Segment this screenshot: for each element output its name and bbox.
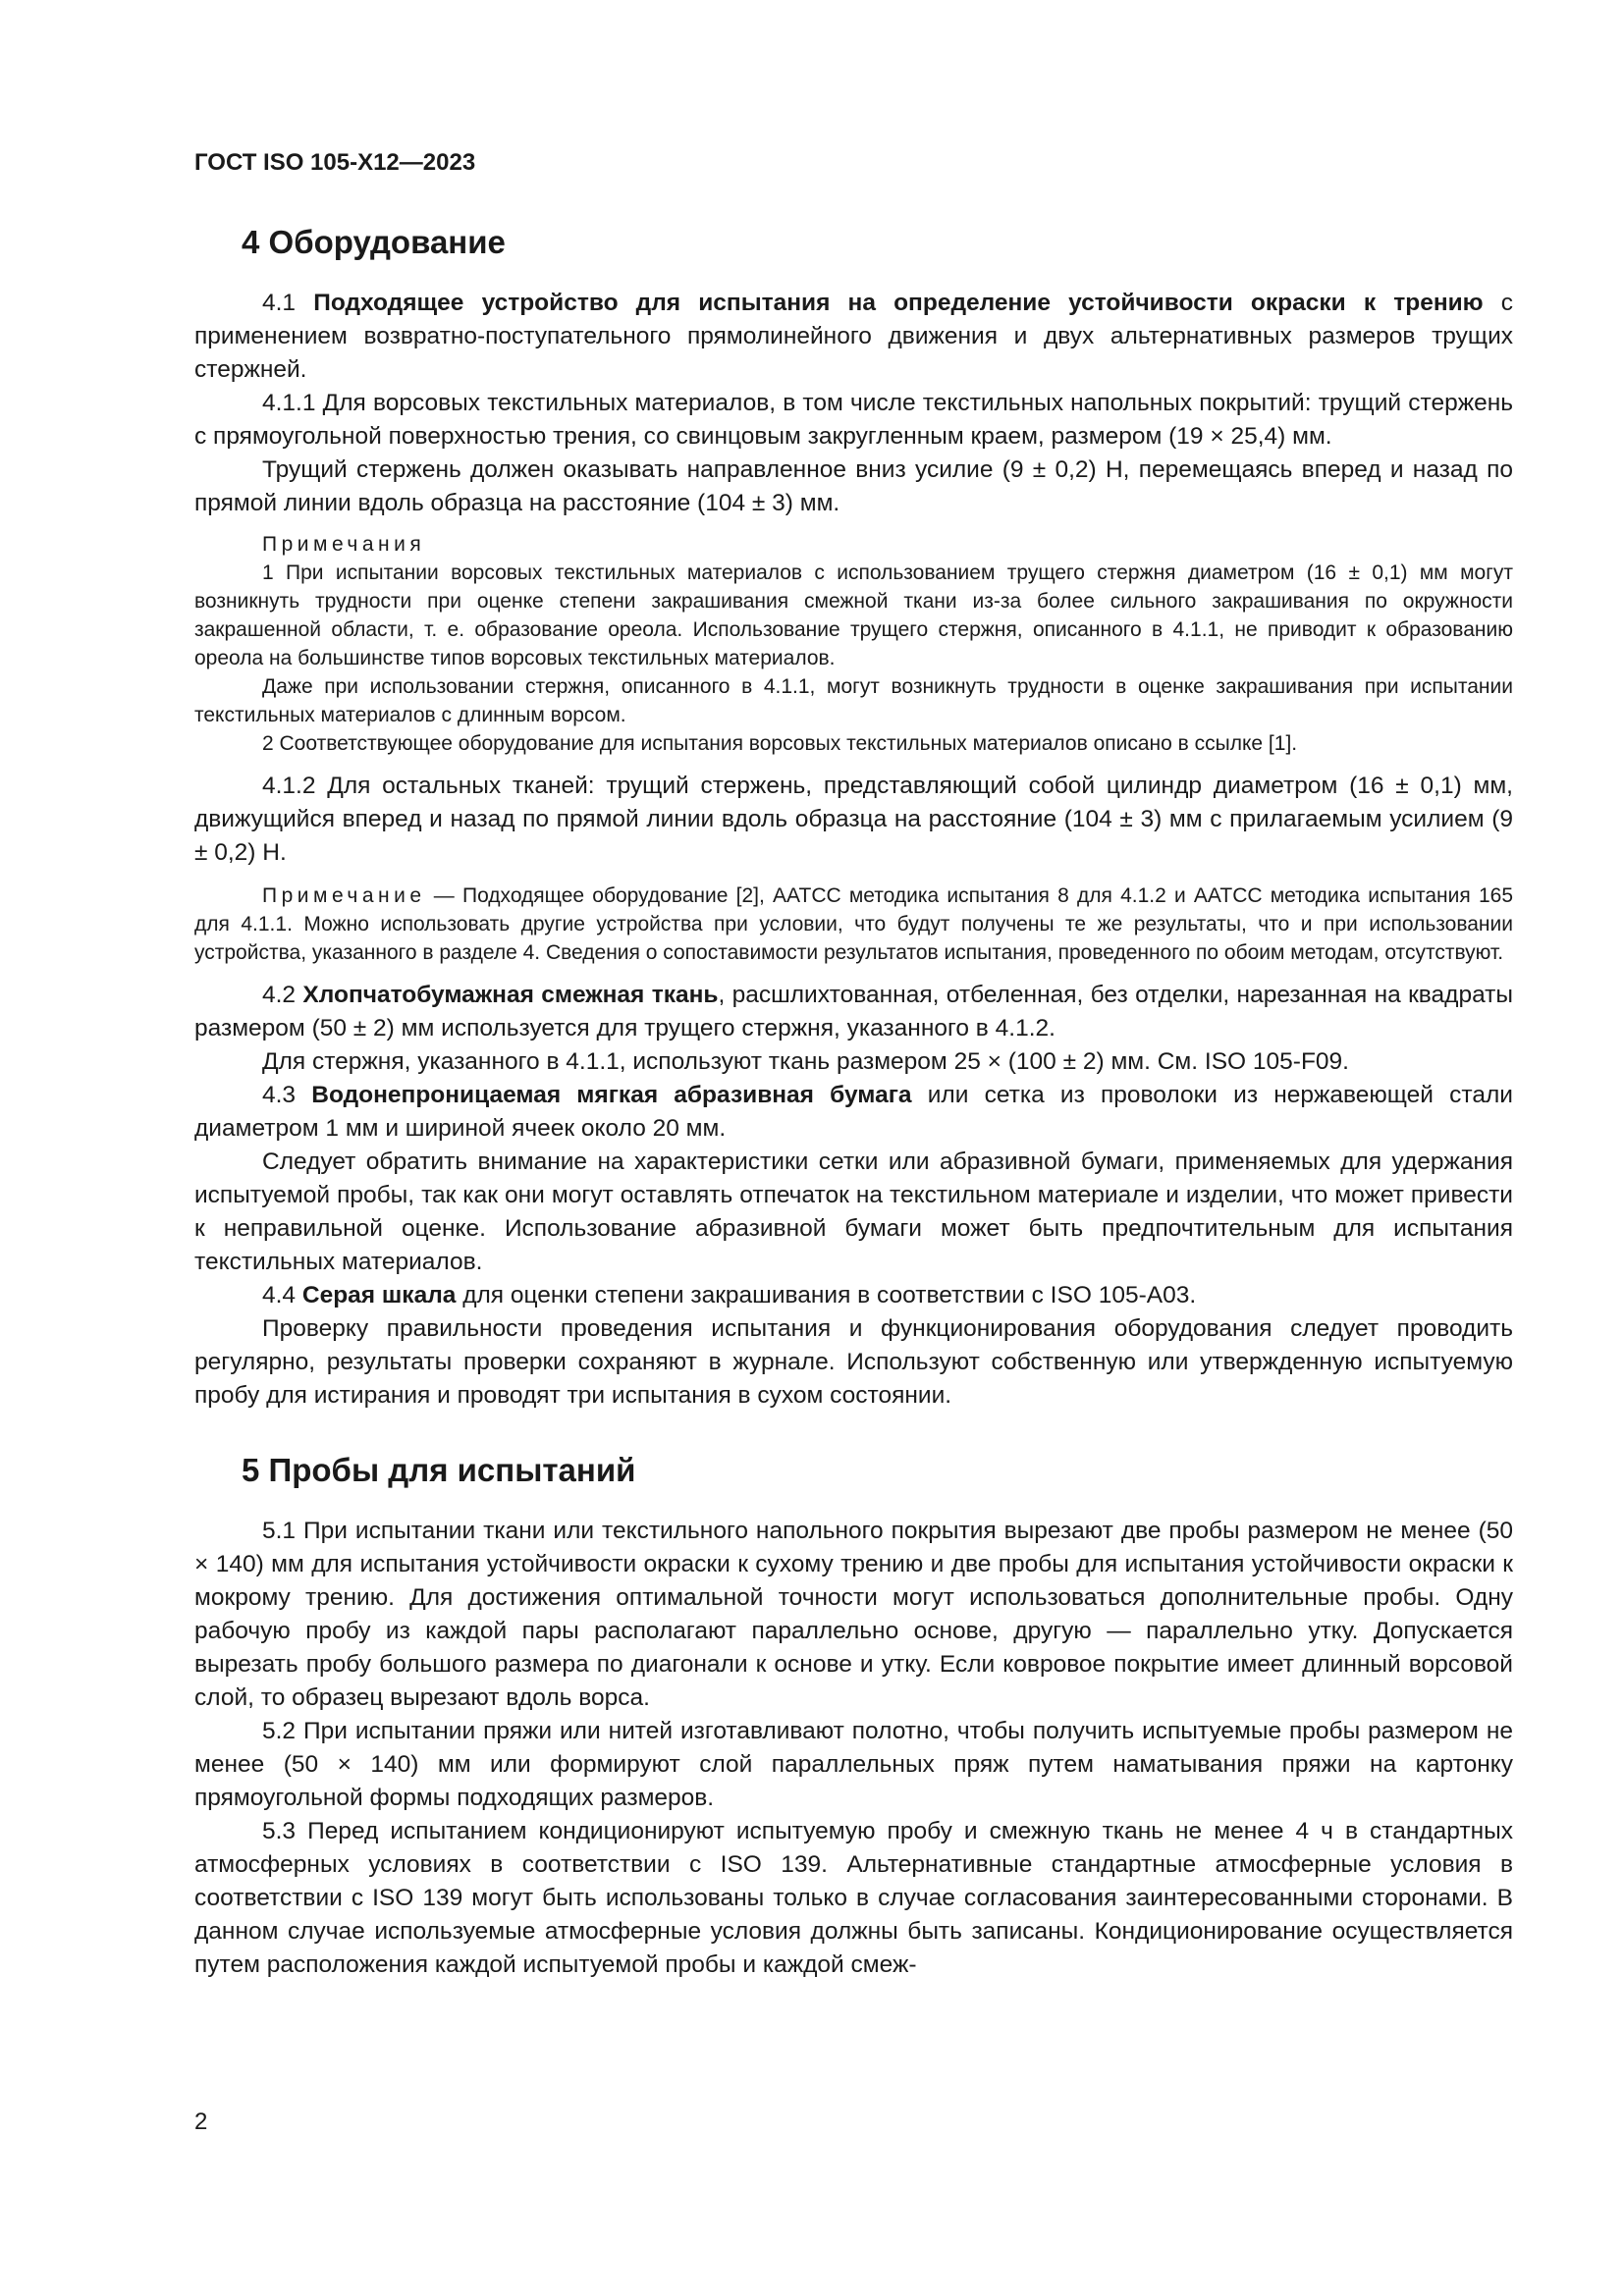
body-paragraph: Следует обратить внимание на характеристики сетки или абразивной бумаги, применяемых для удержания испытуемой пробы, так как они могут оставлять отпечаток на текстильном материале и изделии, что может привести к неправильной оценке. Использование абразивной бумаги может быть предпочтительным для испытания текстильных материалов.	[194, 1148, 1513, 1275]
paragraph-gap	[194, 870, 1513, 881]
body-paragraph: 4.1 Подходящее устройство для испытания на определение устойчивости окраски к трению с применением возвратно-поступательного прямолинейного движения и двух альтернативных размеров трущих стержней.	[194, 290, 1513, 383]
term-bold: Подходящее устройство для испытания на определение устойчивости окраски к трению	[313, 290, 1484, 316]
document-header: ГОСТ ISO 105-X12—2023	[194, 149, 476, 176]
note-label: Примечание	[262, 884, 426, 907]
body-paragraph: 4.2 Хлопчатобумажная смежная ткань, расшлихтованная, отбеленная, без отделки, нарезанная на квадраты размером (50 ± 2) мм используется для трущего стержня, указанного в 4.1.2.	[194, 982, 1513, 1041]
paragraph-gap	[194, 967, 1513, 979]
term-bold: Водонепроницаемая мягкая абразивная бумага	[311, 1082, 912, 1108]
body-paragraph: Трущий стержень должен оказывать направленное вниз усилие (9 ± 0,2) Н, перемещаясь вперед и назад по прямой линии вдоль образца на расстояние (104 ± 3) мм.	[194, 456, 1513, 516]
body-paragraph: Проверку правильности проведения испытания и функционирования оборудования следует проводить регулярно, результаты проверки сохраняют в журнале. Используют собственную или утвержденную испытуемую пробу для истирания и проводят три испытания в сухом состоянии.	[194, 1315, 1513, 1409]
page-number: 2	[194, 2109, 208, 2135]
term-bold: Серая шкала	[301, 1282, 457, 1308]
paragraph-gap	[194, 758, 1513, 770]
body-paragraph: 5.1 При испытании ткани или текстильного напольного покрытия вырезают две пробы размером не менее (50 × 140) мм для испытания устойчивости окраски к сухому трению и две пробы для испытания устойчивости окраски к мокрому трению. Для достижения оптимальной точности могут использоваться дополнительные пробы. Одну рабочую пробу из каждой пары располагают параллельно основе, другую — параллельно утку. Допускается вырезать пробу большого размера по диагонали к основе и утку. Если ковровое покрытие имеет длинный ворсовой слой, то образец вырезают вдоль ворса.	[194, 1518, 1513, 1711]
note-heading: Примечания	[262, 533, 426, 556]
note-paragraph: 1 При испытании ворсовых текстильных материалов с использованием трущего стержня диаметром (16 ± 0,1) мм могут возникнуть трудности при оценке степени закрашивания смежной ткани из-за более сильного закрашивания по окружности закрашенной области, т. е. образование ореола. Использование трущего стержня, описанного в 4.1.1, не приводит к образованию ореола на большинстве типов ворсовых текстильных материалов.	[194, 561, 1513, 669]
body-paragraph: 5.3 Перед испытанием кондиционируют испытуемую пробу и смежную ткань не менее 4 ч в стандартных атмосферных условиях в соответствии с ISO 139. Альтернативные стандартные атмосферные условия в соответствии с ISO 139 могут быть использованы только в случае согласования заинтересованными сторонами. В данном случае используемые атмосферные условия должны быть записаны. Кондиционирование осуществляется путем расположения каждой испытуемой пробы и каждой смеж-	[194, 1818, 1513, 1978]
section-title: 4 Оборудование	[242, 224, 506, 260]
body-paragraph: 4.1.1 Для ворсовых текстильных материалов, в том числе текстильных напольных покрытий: трущий стержень с прямоугольной поверхностью трения, со свинцовым закругленным краем, размером (19 × 25,4) мм.	[194, 390, 1513, 450]
body-paragraph: 5.2 При испытании пряжи или нитей изготавливают полотно, чтобы получить испытуемые пробы размером не менее (50 × 140) мм или формируют слой параллельных пряж путем наматывания пряжи на картонку прямоугольной формы подходящих размеров.	[194, 1718, 1513, 1811]
body-paragraph: 4.1.2 Для остальных тканей: трущий стержень, представляющий собой цилиндр диаметром (16 ± 0,1) мм, движущийся вперед и назад по прямой линии вдоль образца на расстояние (104 ± 3) мм с прилагаемым усилием (9 ± 0,2) Н.	[194, 773, 1513, 866]
body-paragraph: 4.4 Серая шкала для оценки степени закрашивания в соответствии с ISO 105-A03.	[262, 1282, 1197, 1308]
body-paragraph: Для стержня, указанного в 4.1.1, используют ткань размером 25 × (100 ± 2) мм. См. ISO 105-F09.	[262, 1048, 1349, 1075]
section-title: 5 Пробы для испытаний	[242, 1452, 636, 1488]
note-paragraph: 2 Соответствующее оборудование для испытания ворсовых текстильных материалов описано в ссылке [1].	[262, 732, 1298, 755]
note-paragraph: Примечание — Подходящее оборудование [2], AATCC методика испытания 8 для 4.1.2 и AATCC методика испытания 165 для 4.1.1. Можно использовать другие устройства при условии, что будут получены те же результаты, что и при использовании устройства, указанного в разделе 4. Сведения о сопоставимости результатов испытания, проведенного по обоим методам, отсутствуют.	[194, 884, 1513, 964]
body-paragraph: 4.3 Водонепроницаемая мягкая абразивная бумага или сетка из проволоки из нержавеющей стали диаметром 1 мм и шириной ячеек около 20 мм.	[194, 1082, 1513, 1142]
term-bold: Хлопчатобумажная смежная ткань	[302, 982, 719, 1008]
document-body	[194, 218, 1513, 1982]
section-gap	[194, 1413, 1513, 1446]
note-paragraph: Даже при использовании стержня, описанного в 4.1.1, могут возникнуть трудности в оценке закрашивания при испытании текстильных материалов с длинным ворсом.	[194, 675, 1513, 726]
